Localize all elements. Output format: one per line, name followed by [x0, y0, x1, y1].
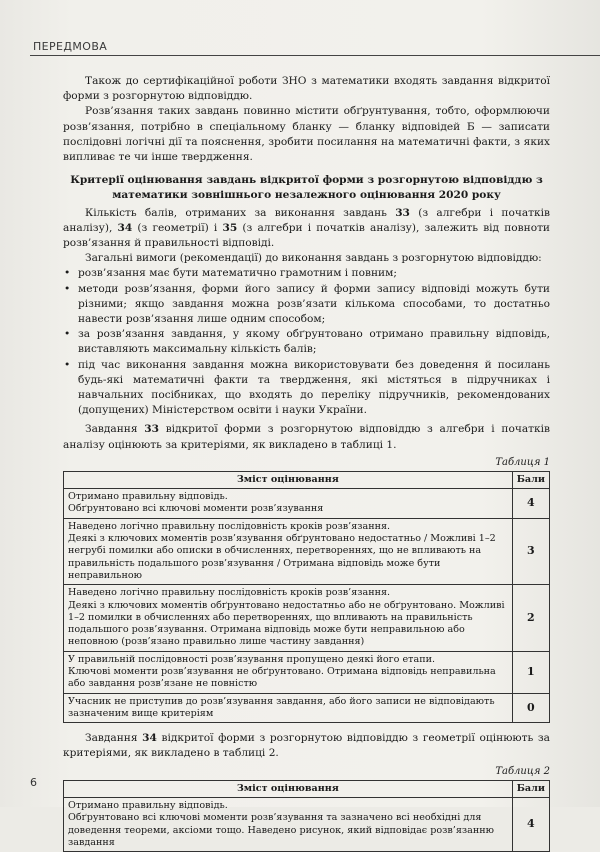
header-content: Зміст оцінювання [64, 780, 513, 797]
task-number-35: 35 [222, 221, 238, 234]
bullet-icon: • [64, 328, 71, 341]
score-cell: 1 [512, 651, 549, 693]
bullet-icon: • [64, 282, 71, 295]
criteria-title: Критерії оцінювання завдань відкритої форми з розгорнутою відповіддю з математики зовнішнього незалежного оцінювання 2020 року [70, 174, 543, 202]
score-cell: 0 [512, 693, 549, 723]
list-item: • під час виконання завдання можна використовувати без доведення й посилань будь-які математичні факти та твердження, які містяться в підручниках і навчальних посібниках, що входять до переліку підручників, рекомендованих (допущених) Міністерством освіти і науки України. [64, 358, 550, 417]
task33-paragraph: Завдання 33 відкритої форми з розгорнутою відповіддю з алгебри і початків аналізу оцінюють за критеріями, як викладено в таблиці 1. [63, 423, 550, 451]
criteria-cell: Наведено логічно правильну послідовність кроків розв’язання. Деякі з ключових моментів обґрунтовано недостатньо або не обґрунтовано. Можливі 1–2 помилки в обчисленнях або перетвореннях, що впливають на правильність подальшого розв’язування. Отримана відповідь може бути неправильною або неповною (розв’язано правильно лише частину завдання) [64, 585, 513, 651]
requirements-list [63, 266, 550, 418]
section-header: ПЕРЕДМОВА [33, 40, 108, 53]
scores-text-4: (з алгебри і початків аналізу), залежить від повноти розв’язання й правильності відповіді. [63, 221, 550, 250]
table2-caption: Таблиця 2 [495, 765, 550, 777]
criteria-cell: Наведено логічно правильну послідовність кроків розв’язання. Деякі з ключових моментів розв’язування обґрунтовано недостатньо / Можливі 1–2 негрубі помилки або описки в обчисленнях, перетвореннях, що не впливають на правильність подальшого розв’язування / Отримана відповідь може бути неправильною [64, 518, 513, 584]
general-requirements: Загальні вимоги (рекомендації) до виконання завдань з розгорнутою відповіддю: [85, 252, 542, 265]
table-row [64, 518, 550, 584]
task33-number: 33 [144, 423, 159, 436]
criteria-cell: Отримано правильну відповідь. Обґрунтовано всі ключові моменти розв’язування та зазначено всі необхідні для доведення теореми, аксіоми тощо. Наведено рисунок, який відповідає розв’язанню завдання [64, 797, 513, 851]
score-cell: 3 [512, 518, 549, 584]
task34-number: 34 [142, 732, 157, 745]
scores-paragraph [63, 206, 550, 252]
task34-paragraph: Завдання 34 відкритої форми з розгорнутою відповіддю з геометрії оцінюють за критеріями, як викладено в таблиці 2. [63, 732, 550, 760]
criteria-cell: У правильній послідовності розв’язування пропущено деякі його етапи. Ключові моменти розв’язування не обґрунтовано. Отримана відповідь неправильна або завдання розв’язане не повністю [64, 651, 513, 693]
bullet-icon: • [64, 358, 71, 371]
table-row [64, 693, 550, 723]
criteria-cell: Учасник не приступив до розв’язування завдання, або його записи не відповідають зазначеним вище критеріям [64, 693, 513, 723]
header-content: Зміст оцінювання [64, 471, 513, 488]
table2-body [64, 797, 550, 851]
bullet-icon: • [64, 267, 71, 280]
list-item: • за розв’язання завдання, у якому обґрунтовано отримано правильну відповідь, виставляють максимальну кількість балів; [64, 328, 550, 356]
table-header-row [64, 780, 550, 797]
list-item: • розв’язання має бути математично грамотним і повним; [63, 266, 550, 281]
intro-paragraph-1: Також до сертифікаційної роботи ЗНО з математики входять завдання відкритої форми з розгорнутою відповіддю. [63, 75, 550, 103]
scores-text-2: (з алгебри і початків аналізу), [63, 206, 550, 234]
score-cell: 4 [512, 797, 549, 851]
table1-caption: Таблиця 1 [495, 456, 550, 468]
list-item: • методи розв’язання, форми його запису й форми запису відповіді можуть бути різними; якщо завдання можна розв’язати кількома способами, то достатньо навести розв’язання лише одним способом; [64, 282, 550, 326]
table-row [64, 489, 550, 519]
scores-text-3: (з геометрії) і [132, 221, 223, 234]
table-row [64, 797, 550, 851]
table-row [64, 585, 550, 651]
table1 [63, 471, 550, 723]
scores-text-1: Кількість балів, отриманих за виконання завдань [85, 206, 396, 219]
header-score: Бали [512, 780, 549, 797]
header-rule [30, 55, 600, 56]
table-header-row [64, 471, 550, 488]
intro-paragraph-2: Розв’язання таких завдань повинно містити обґрунтування, тобто, оформлюючи розв’язання, потрібно в спеціальному бланку — бланку відповідей Б — записати послідовні логічні дії та пояснення, зробити посилання на математичні факти, з яких випливає те чи інше твердження. [63, 105, 550, 164]
page-content [63, 74, 550, 852]
task-number-33: 33 [395, 206, 410, 219]
table1-body [64, 489, 550, 723]
table2 [63, 780, 550, 852]
task-number-34: 34 [117, 221, 133, 234]
criteria-cell: Отримано правильну відповідь. Обґрунтовано всі ключові моменти розв’язування [64, 489, 513, 519]
page-number: 6 [30, 776, 37, 789]
score-cell: 2 [512, 585, 549, 651]
table-row [64, 651, 550, 693]
score-cell: 4 [512, 489, 549, 519]
header-score: Бали [512, 471, 549, 488]
